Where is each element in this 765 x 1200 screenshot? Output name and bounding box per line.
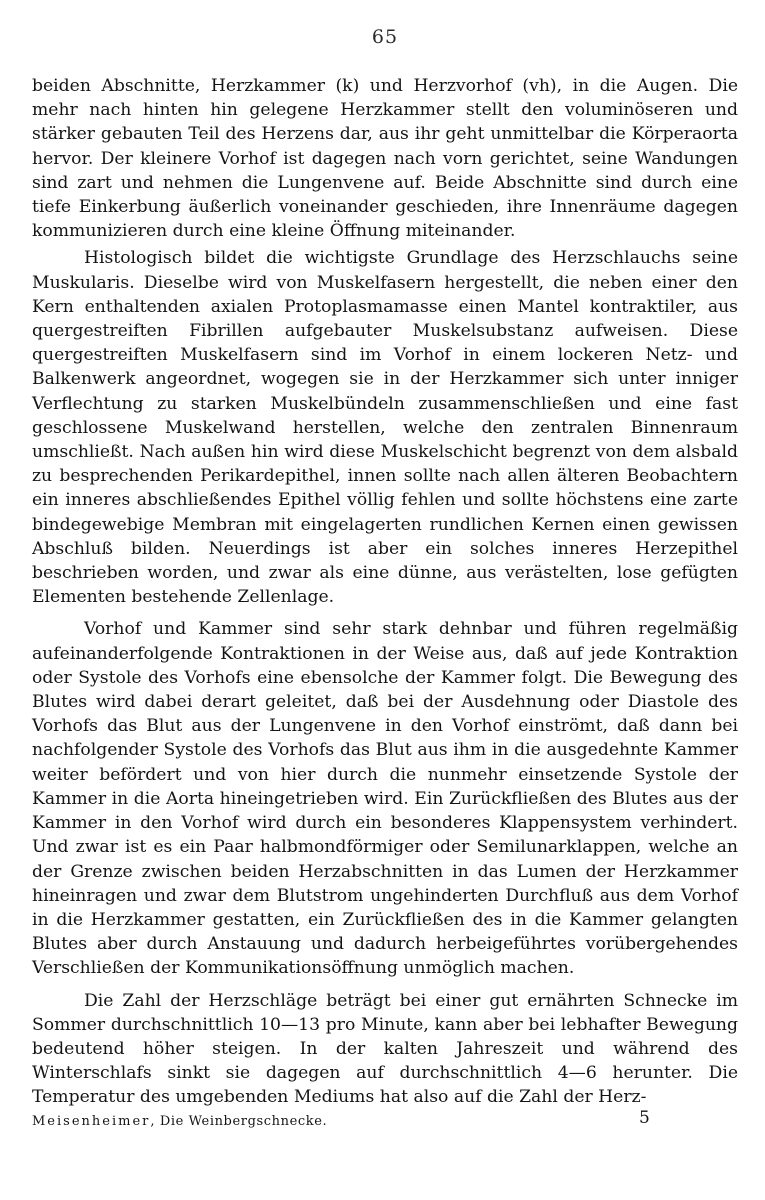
paragraph-3: Vorhof und Kammer sind sehr stark dehnbar und führen regelmäßig aufeinanderfolgende Kontraktionen in der Weise aus, daß auf jede Kontraktion oder Systole des Vorhofs eine ebensolche der Kammer folgt. Die Bewegung des Blutes wird dabei derart geleitet, daß bei der Ausdehnung oder Diastole des Vorhofs das Blut aus der Lungenvene in den Vorhof einströmt, daß dann bei nachfolgender Systole des Vorhofs das Blut aus ihm in die ausgedehnte Kammer weiter befördert und von hier durch die nunmehr einsetzende Systole der Kammer in die Aorta hineingetrieben wird. Ein Zurückfließen des Blutes aus der Kammer in den Vorhof wird durch ein besonderes Klappensystem verhindert. Und zwar ist es ein Paar halbmondförmiger oder Semilunarklappen, welche an der Grenze zwischen beiden Herzabschnitten in das Lumen der Herzkammer hineinragen und zwar dem Blutstrom ungehinderten Durchfluß aus dem Vorhof in die Herzkammer gestatten, ein Zurückfließen des in die Kammer gelangten Blutes aber durch Anstauung und dadurch herbeigeführtes vorübergehendes Verschließen der Kommunikationsöffnung unmöglich machen. xyxy=(32,619,738,979)
paragraph-2: Histologisch bildet die wichtigste Grundlage des Herzschlauchs seine Muskularis. Dieselbe wird von Muskelfasern hergestellt, die neben einer den Kern enthaltenden axialen Protoplasmamasse einen Mantel kontraktiler, aus quergestreiften Fibrillen aufgebauter Muskelsubstanz aufweisen. Diese quergestreiften Muskelfasern sind im Vorhof in einem lockeren Netz- und Balkenwerk angeordnet, wogegen sie in der Herzkammer sich unter inniger Verflechtung zu starken Muskelbündeln zusammenschließen und eine fast geschlossene Muskelwand herstellen, welche den zentralen Binnenraum umschließt. Nach außen hin wird diese Muskelschicht begrenzt von dem alsbald zu besprechenden Perikardepithel, innen sollte nach allen älteren Beobachtern ein inneres abschließendes Epithel völlig fehlen und sollte höchstens eine zarte bindegewebige Membran mit eingelagerten rundlichen Kernen einen gewissen Abschluß bilden. Neuerdings ist aber ein solches inneres Herzepithel beschrieben worden, und zwar als eine dünne, aus verästelten, lose gefügten Elementen bestehende Zellenlage. xyxy=(32,248,738,608)
footer-citation xyxy=(32,1114,327,1129)
footer-author: Meisenheimer xyxy=(32,1114,151,1129)
paragraph-4: Die Zahl der Herzschläge beträgt bei einer gut ernährten Schnecke im Sommer durchschnittlich 10—13 pro Minute, kann aber bei lebhafter Bewegung bedeutend höher steigen. In der kalten Jahreszeit und während des Winterschlafs sinkt sie dagegen auf durchschnittlich 4—6 herunter. Die Temperatur des umgebenden Mediums hat also auf die Zahl der Herz- xyxy=(32,990,738,1108)
paragraph-1: beiden Abschnitte, Herzkammer (k) und Herzvorhof (vh), in die Augen. Die mehr nach hinten hin gelegene Herzkammer stellt den voluminöseren und stärker gebauten Teil des Herzens dar, aus ihr geht unmittelbar die Körperaorta hervor. Der kleinere Vorhof ist dagegen nach vorn gerichtet, seine Wandungen sind zart und nehmen die Lungenvene auf. Beide Abschnitte sind durch eine tiefe Einkerbung äußerlich voneinander geschieden, ihre Innenräume dagegen kommunizieren durch eine kleine Öffnung miteinander. xyxy=(32,76,738,242)
page-number: 65 xyxy=(371,26,399,48)
book-page xyxy=(32,20,738,1190)
footer-signature-mark: 5 xyxy=(639,1108,651,1128)
page-footer xyxy=(32,1108,738,1138)
footer-title: , Die Weinbergschnecke. xyxy=(150,1114,328,1129)
